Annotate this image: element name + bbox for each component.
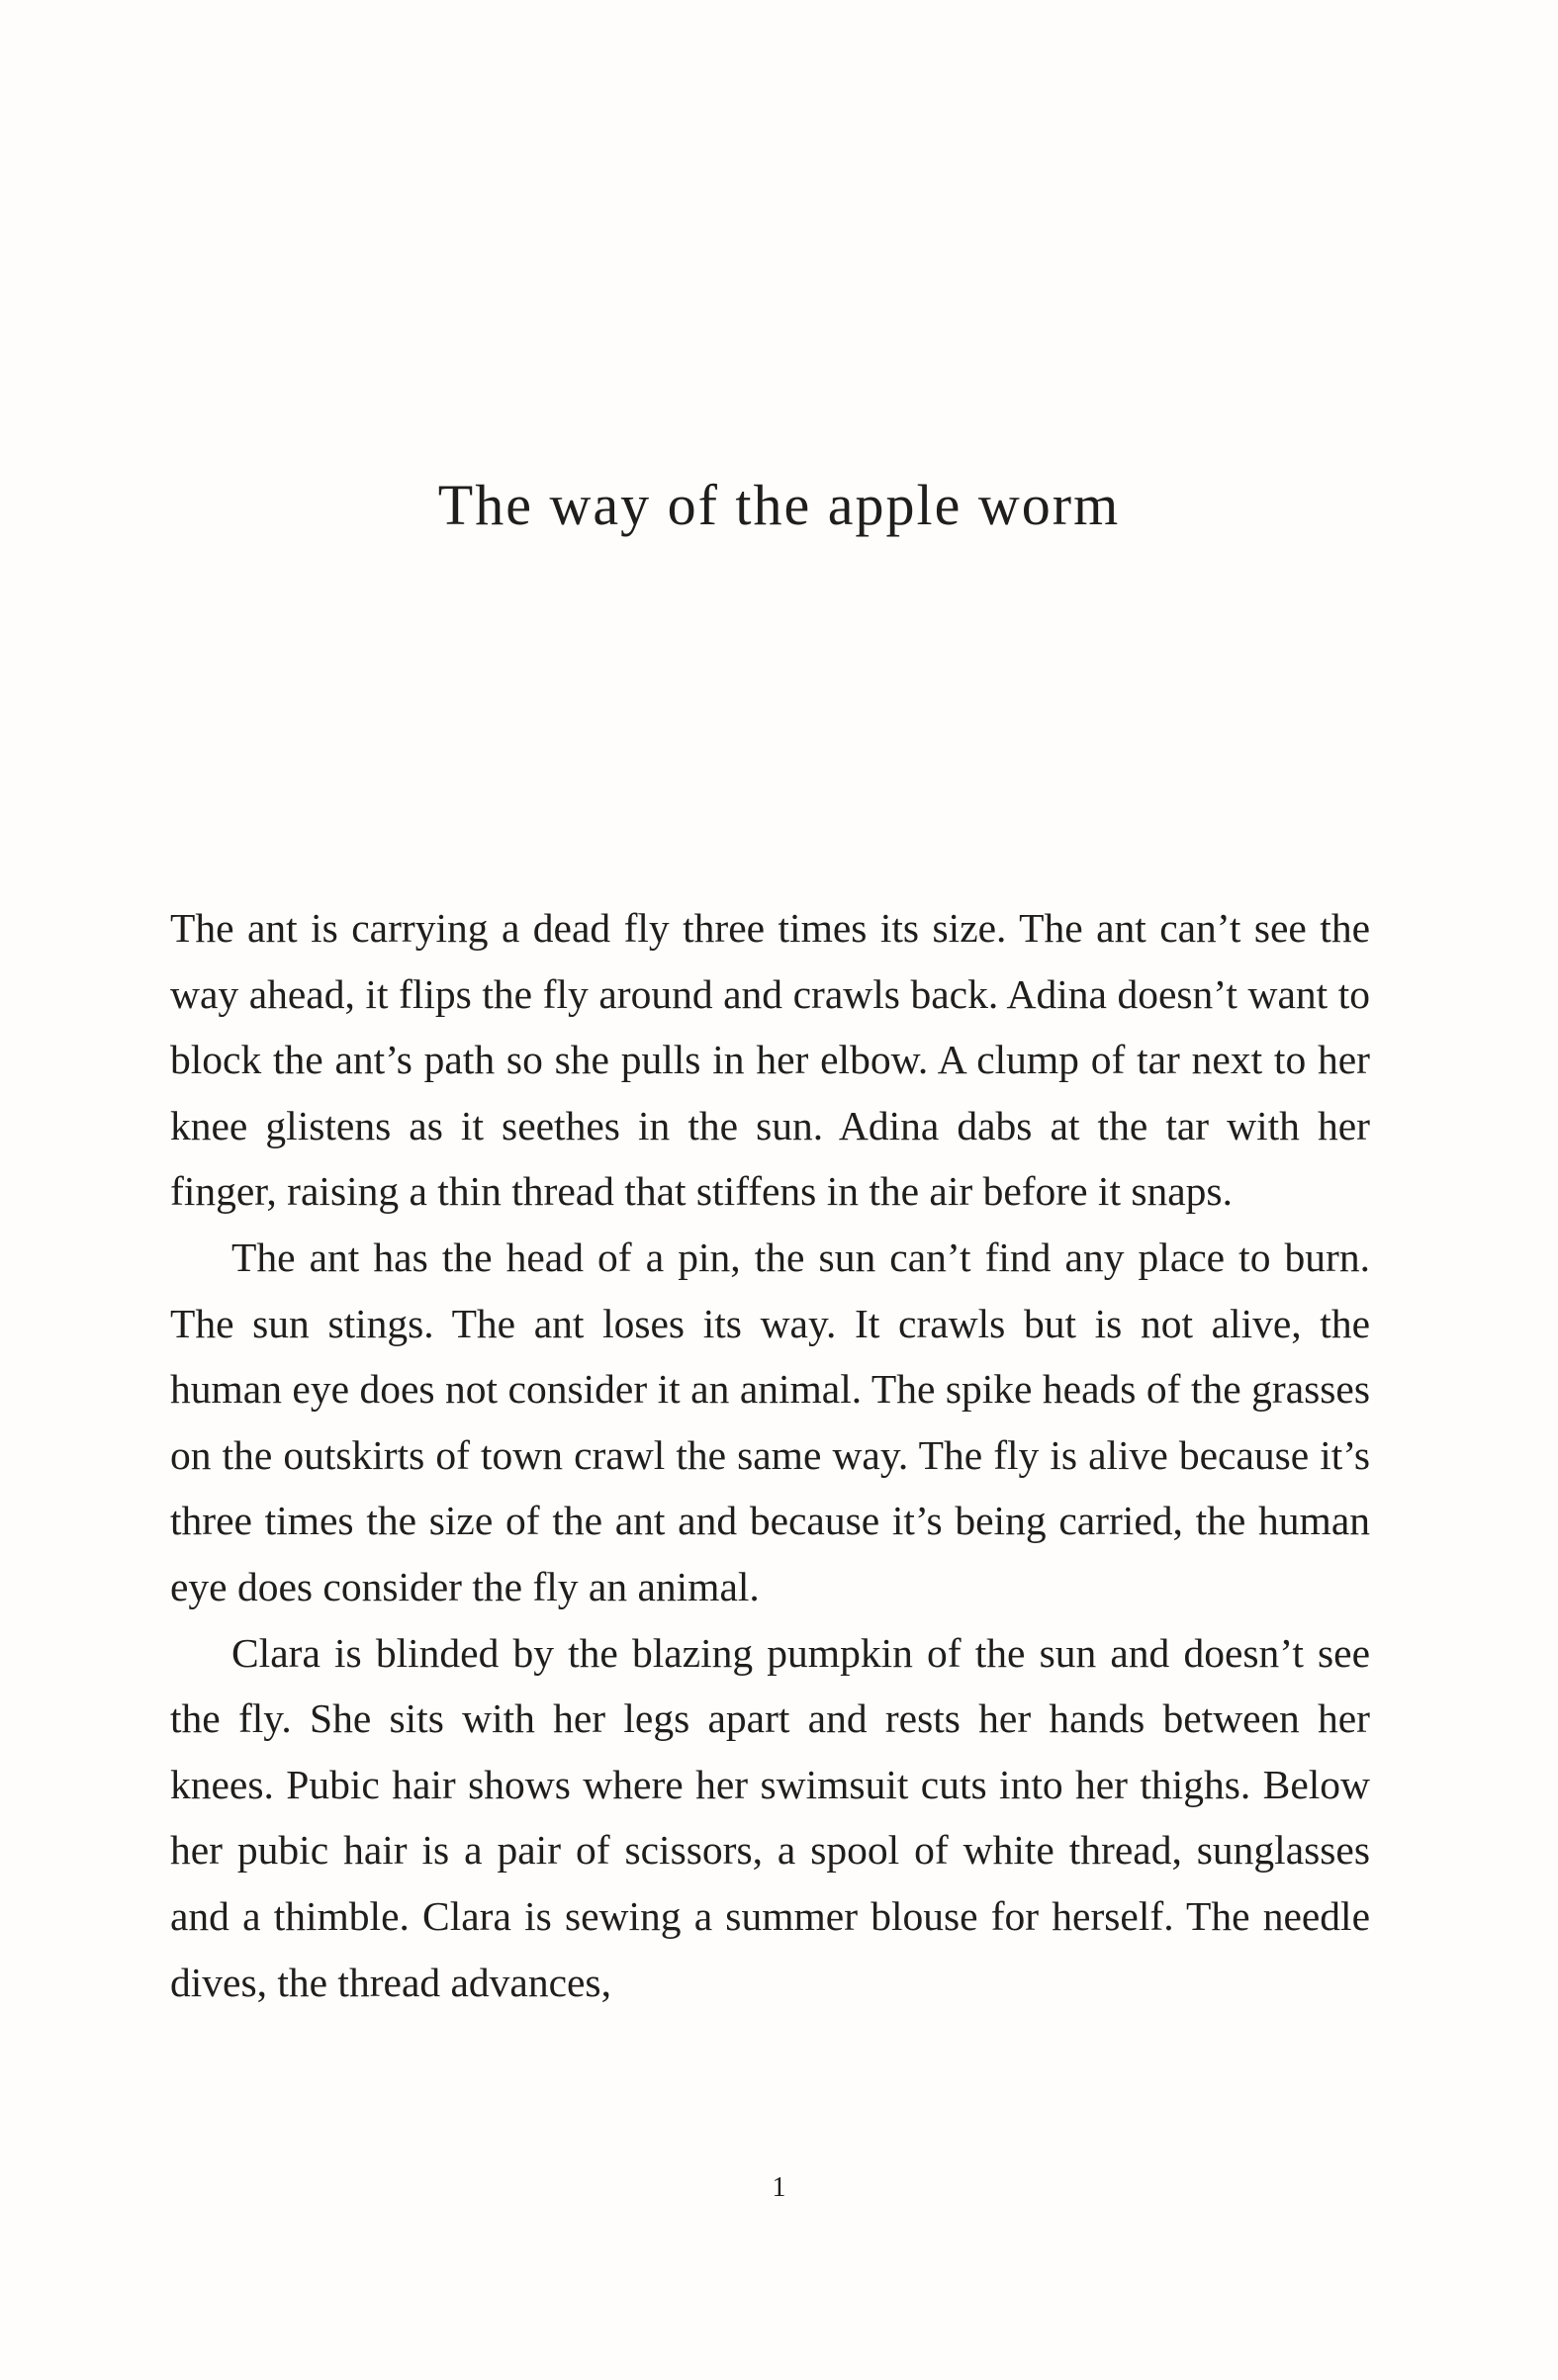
chapter-title: The way of the apple worm — [437, 473, 1121, 537]
body-text — [170, 895, 1370, 2015]
paragraph-1: The ant is carrying a dead fly three times its size. The ant can’t see the way ahead, it flips the fly around and crawls back. Adina doesn’t want to block the ant’s path so she pulls in her elbow. A clump of tar next to her knee glistens as it seethes in the sun. Adina dabs at the tar with her finger, raising a thin thread that stiffens in the air before it snaps. — [170, 905, 1370, 1215]
paragraph-3: Clara is blinded by the blazing pumpkin of the sun and doesn’t see the fly. She sits with her legs apart and rests her hands between her knees. Pubic hair shows where her swimsuit cuts into her thighs. Below her pubic hair is a pair of scissors, a spool of white thread, sunglasses and a thimble. Clara is sewing a summer blouse for herself. The needle dives, the thread advances, — [170, 1629, 1370, 2005]
paragraph-2: The ant has the head of a pin, the sun can’t find any place to burn. The sun stings. The ant loses its way. It crawls but is not alive, the human eye does not consider it an animal. The spike heads of the grasses on the outskirts of town crawl the same way. The fly is alive because it’s three times the size of the ant and because it’s being carried, the human eye does consider the fly an animal. — [170, 1234, 1370, 1609]
page-number: 1 — [772, 2172, 786, 2203]
